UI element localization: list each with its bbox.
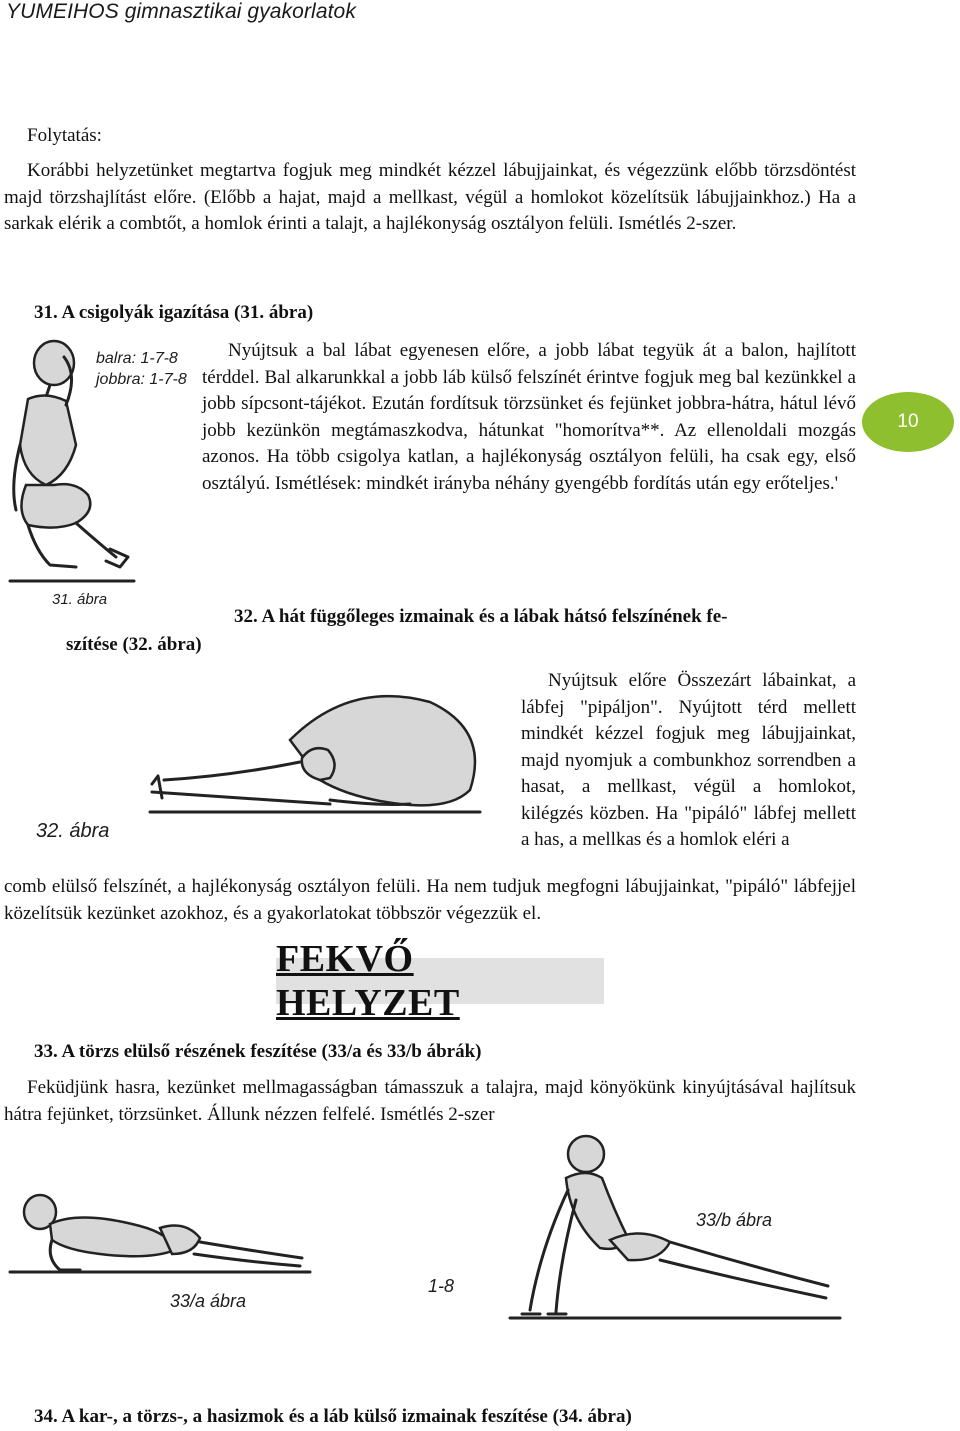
figure-33-count: 1-8 [428,1276,455,1296]
exercise-32-full-text: comb elülső felszínét, a hajlékonyság osztályon felüli. Ha nem tudjuk megfogni lábujjainkat, "pipáló" lábfejjel közelítsük kezünket azokhoz, és a gyakorlatokat többször végezzük el. [4,876,856,924]
figure-31-left-count: balra: 1-7̇-8 [96,350,178,367]
figure-32-caption: 32. ábra [36,820,110,842]
exercise-32-title-line1: 32. A hát függőleges izmainak és a lábak hátsó felszínének fe- [234,606,728,627]
figure-33a-caption: 33/a ábra [170,1291,247,1311]
exercise-31-title: 31. A csigolyák igazítása (31. ábra) [34,302,314,323]
exercise-33-text: Feküdjünk hasra, kezünket mellmagasságban támasszuk a talajra, majd könyökünk kinyújtásával hajlítsuk hátra fejünket, törzsünket. Állunk nézzen felfelé. Ismétlés 2-szer [4,1077,856,1125]
continuation-label: Folytatás: [27,125,102,146]
figure-32-illustration [150,680,490,830]
figure-33a-illustration [10,1180,310,1290]
section-title-lying-position: FEKVŐ HELYZET [276,958,604,1004]
exercise-33-title: 33. A törzs elülső részének feszítése (33/a és 33/b ábrák) [34,1041,482,1062]
figure-33b-illustration [510,1130,840,1330]
exercise-31-text: Nyújtsuk a bal lábat egyenesen előre, a jobb lábat tegyük át a balon, hajlított térddel. Bal alkarunkkal a jobb láb külső felszínét érintve fogjuk meg bal kezünkkel a jobb sípcsont-tájékot. Ezután fordítsuk törzsünket és fejünket jobbra-hátra, hátul lévő jobb kezünkön megtámaszkodva, hátunkat "homorítva**. Az ellenoldali mozgás azonos. Ha több csigolya katlan, a hajlékonyság osztályon felüli, ha csak egy, első osztályú. Ismétlések: mindkét irányba néhány gyengébb fordítás után egy erőteljes.' [202,340,856,494]
intro-paragraph: Korábbi helyzetünket megtartva fogjuk meg mindkét kézzel lábujjainkat, és végezzünk előbb törzsdöntést majd törzshajlítást előre. (Előbb a hajat, majd a mellkast, végül a homlokot közelítsük lábujjainkhoz.) Ha a sarkak elérik a combtőt, a homlok érinti a talajt, a hajlékonyság osztályon felüli. Ismétlés 2-szer. [4,160,856,234]
exercise-32-title-line2: szítése (32. ábra) [66,634,202,655]
exercise-34-title: 34. A kar-, a törzs-, a hasizmok és a láb külső izmainak feszítése (34. ábra) [34,1406,632,1427]
figure-31-right-count: jobbra: 1-7̇-8 [96,371,187,388]
figure-31-caption: 31. ábra [52,591,108,608]
exercise-32-side-text: Nyújtsuk előre Összezárt lábainkat, a lábfej "pipáljon". Nyújtott térd mellett mindkét kézzel fogjuk meg lábujjainkat, majd nyomjuk a combunkhoz sorrendben a hasat, a mellkast, végül a homlokot, kilégzés közben. Ha "pipáló" lábfej mellett a has, a mellkas és a homlok eléri a [521,670,856,850]
figure-33b-caption: 33/b ábra [690,1208,778,1233]
document-header: YUMEIHOS gimnasztikai gyakorlatok [6,0,356,23]
page-number-badge: 10 [862,392,954,452]
